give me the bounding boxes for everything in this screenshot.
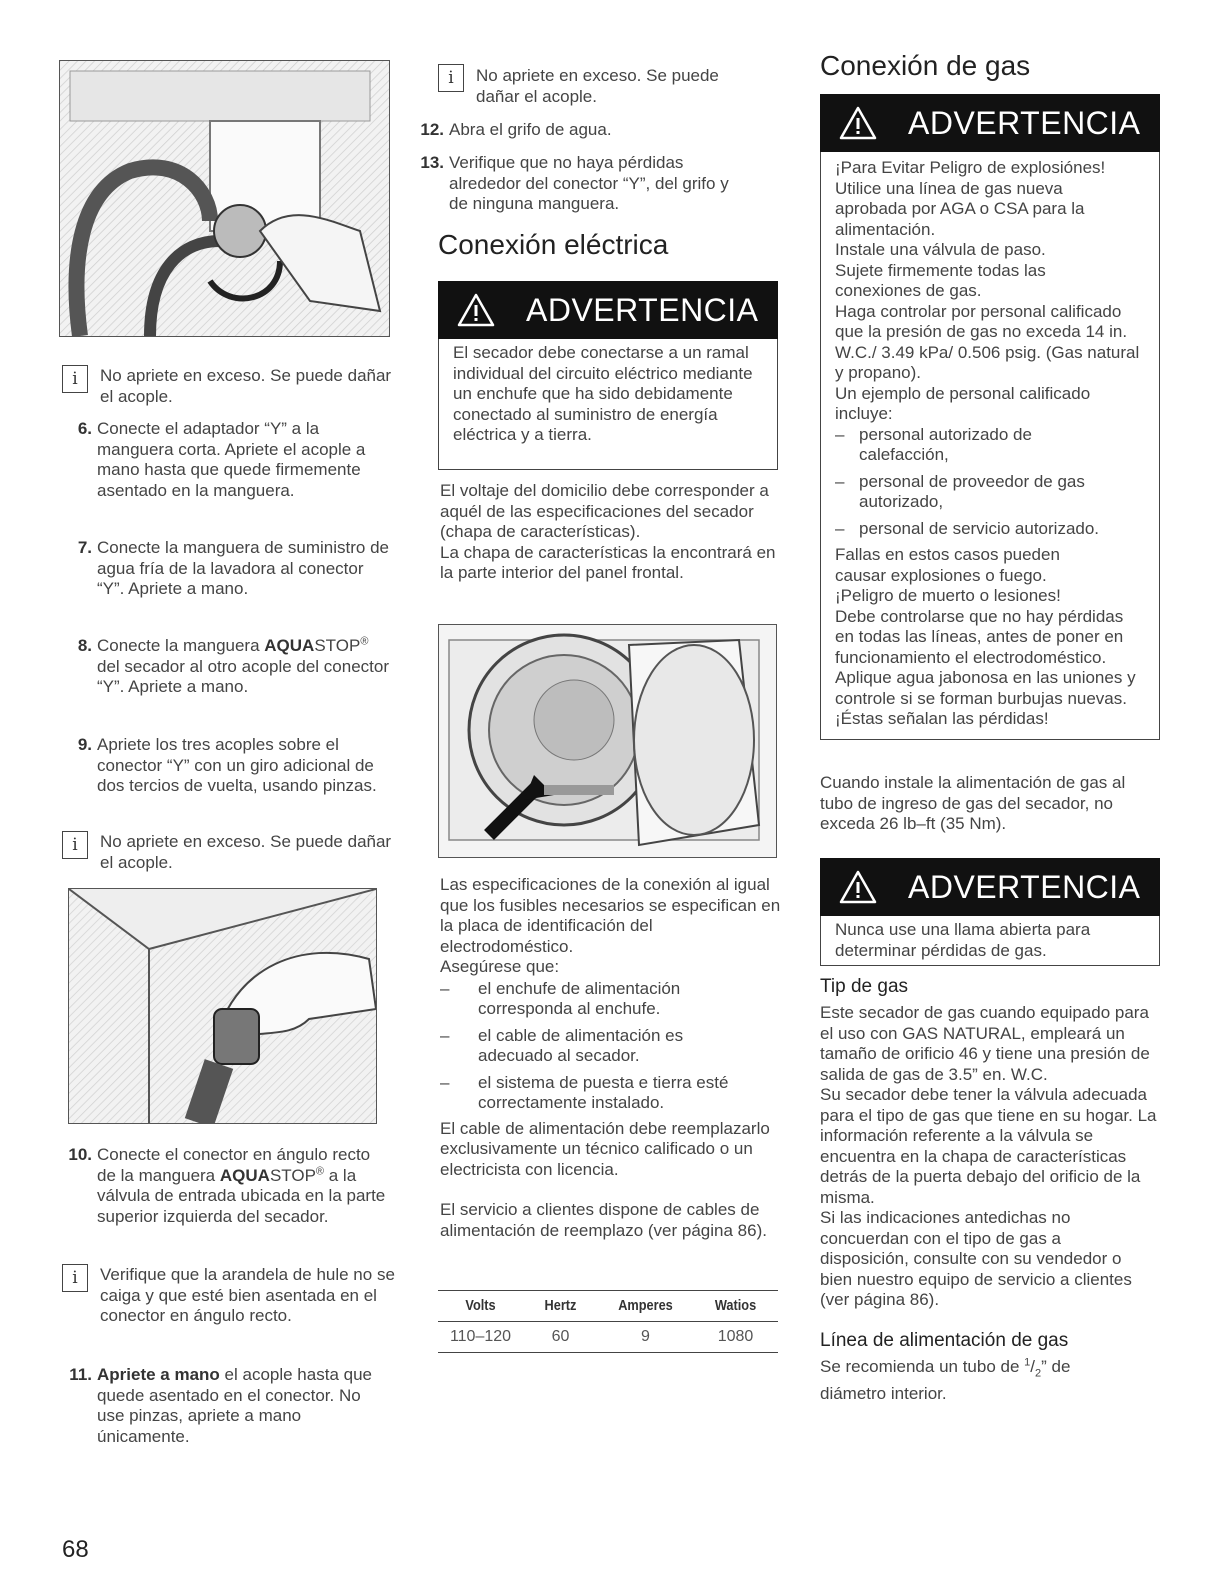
paragraph: La chapa de características la encontrará en la parte interior del panel frontal. <box>440 542 776 582</box>
table-header: Volts <box>444 1291 516 1322</box>
electrical-spec-table <box>438 1290 778 1353</box>
warning-line: Haga controlar por personal calificado que la presión de gas no exceda 14 in. W.C./ 3.49 kPa/ 0.506 psig. (Gas natural y propano). <box>835 301 1140 382</box>
step-text-bold: Apriete a mano <box>97 1365 220 1384</box>
bullet-text: el cable de alimentación es adecuado al secador. <box>478 1025 684 1065</box>
warning-line: ¡Peligro de muerto o lesiones! <box>835 586 1061 605</box>
bullet-dash: – <box>440 978 450 998</box>
bullet-item <box>835 519 1149 540</box>
section-heading-electrical: Conexión eléctrica <box>438 229 669 260</box>
step-text-post: a la válvula de entrada ubicada en la parte superior izquierda del secador. <box>97 1165 386 1226</box>
step-number: 13. <box>420 153 444 172</box>
info-note <box>62 365 392 407</box>
bullet-dash: – <box>835 471 845 491</box>
step-11 <box>66 1365 396 1447</box>
bullet-item <box>440 979 785 1020</box>
brand-aqua: AQUA <box>264 636 315 655</box>
warning-line: Utilice una línea de gas nueva aprobada por AGA o CSA para la alimentación. <box>835 178 1085 239</box>
info-note-text: No apriete en exceso. Se puede dañar el acople. <box>100 366 392 406</box>
brand-aqua: AQUA <box>219 1165 270 1185</box>
warning-line: Fallas en estos casos pueden causar explosiones o fuego. <box>835 545 1060 585</box>
bullet-text: personal de servicio autorizado. <box>859 518 1100 538</box>
paragraph: Este secador de gas cuando equipado para el uso con GAS NATURAL, empleará un tamaño de orificio 46 y tiene una presión de salida de gas de 3.5” en. W.C. <box>820 1003 1150 1084</box>
section-heading-gas: Conexión de gas <box>820 50 1031 81</box>
warning-text: Nunca use una llama abierta para determinar pérdidas de gas. <box>835 920 1091 960</box>
brand-stop: STOP <box>314 636 361 655</box>
bullet-item <box>440 1026 785 1067</box>
step-13 <box>418 153 778 215</box>
faucet-illustration <box>59 60 390 337</box>
paragraph: Se recomienda un tubo de $^1/_2$” de diámetro interior. <box>820 1356 1071 1403</box>
subheading-gas-tip: Tip de gas <box>820 976 909 997</box>
step-8 <box>66 636 396 698</box>
bullet-text: el sistema de puesta e tierra esté correctamente instalado. <box>478 1072 729 1112</box>
warning-line: Un ejemplo de personal calificado incluye: <box>835 383 1091 423</box>
paragraph: El servicio a clientes dispone de cables de alimentación de reemplazo (ver página 86). <box>440 1200 767 1240</box>
step-text: Conecte el adaptador “Y” a la manguera corta. Apriete el acople a mano hasta que quede firmemente asentado en la manguera. <box>97 419 366 500</box>
step-text-post: del secador al otro acople del conector “Y”. Apriete a mano. <box>97 656 390 696</box>
step-text <box>97 636 391 698</box>
step-text: Abra el grifo de agua. <box>449 120 612 139</box>
warning-title: ADVERTENCIA <box>908 868 1141 905</box>
info-note-text: No apriete en exceso. Se puede dañar el acople. <box>100 832 392 872</box>
step-number: 11. <box>69 1365 92 1384</box>
step-10 <box>66 1145 396 1227</box>
info-icon: i <box>62 1264 88 1292</box>
paragraph: Cuando instale la alimentación de gas al tubo de ingreso de gas del secador, no exceda 26 lb–ft (35 Nm). <box>820 773 1126 833</box>
warning-line: Instale una válvula de paso. <box>835 240 1046 259</box>
step-6 <box>66 419 396 501</box>
bullet-dash: – <box>440 1072 450 1092</box>
info-note <box>438 64 778 107</box>
warning-line: ¡Éstas señalan las pérdidas! <box>835 709 1049 728</box>
gas-tip-text <box>820 1003 1160 1311</box>
bullet-item <box>440 1073 785 1114</box>
bullet-dash: – <box>835 424 845 444</box>
dryer-connector-illustration <box>68 888 377 1124</box>
paragraph: Las especificaciones de la conexión al igual que los fusibles necesarios se especifican en la placa de identificación del electrodoméstico. <box>440 875 781 956</box>
warning-body <box>820 152 1160 740</box>
step-number: 6. <box>77 419 92 438</box>
info-note-text: Verifique que la arandela de hule no se caiga y que esté bien asentada en el conector en ángulo recto. <box>100 1265 395 1325</box>
page-number: 68 <box>62 1536 89 1563</box>
brand-stop: STOP <box>269 1165 316 1185</box>
step-text-pre: Conecte la manguera <box>97 636 265 655</box>
table-cell: 110–120 <box>438 1322 523 1353</box>
table-header: Watios <box>699 1291 771 1322</box>
electrical-text <box>440 481 785 584</box>
step-text: Verifique que no haya pérdidas alrededor del conector “Y”, del grifo y de ninguna manguera. <box>449 153 729 213</box>
bullet-dash: – <box>440 1025 450 1045</box>
step-9 <box>66 735 396 797</box>
warning-triangle-icon <box>838 869 878 905</box>
step-12 <box>418 120 778 141</box>
paragraph: El cable de alimentación debe reemplazarlo exclusivamente un técnico calificado o un electricista con licencia. <box>440 1118 770 1179</box>
warning-triangle-icon <box>456 292 496 328</box>
bullet-text: el enchufe de alimentación corresponda al enchufe. <box>478 978 681 1018</box>
table-header-row <box>438 1291 778 1322</box>
table-header: Amperes <box>605 1291 686 1322</box>
warning-body <box>820 916 1160 966</box>
step-number: 12. <box>420 120 444 139</box>
warning-line: ¡Para Evitar Peligro de explosiónes! <box>835 158 1106 177</box>
warning-banner <box>820 858 1160 916</box>
step-number: 10. <box>68 1145 92 1164</box>
table-cell: 9 <box>598 1322 693 1353</box>
step-7 <box>66 538 396 600</box>
table-row <box>438 1322 778 1353</box>
paragraph: Asegúrese que: <box>440 957 560 976</box>
step-text: Apriete los tres acoples sobre el conector “Y” con un giro adicional de dos tercios de vuelta, usando pinzas. <box>97 735 377 795</box>
paragraph: Su secador debe tener la válvula adecuada para el tipo de gas que tiene en su hogar. La información referente a la válvula se encuentra en la chapa de características detrás de la puerta debajo del orificio de la misma. <box>820 1085 1157 1207</box>
step-number: 9. <box>77 735 92 754</box>
bullet-item <box>835 472 1149 513</box>
step-text <box>97 1145 391 1227</box>
rating-plate-illustration <box>438 624 777 858</box>
fraction-post: ” de diámetro interior. <box>820 1357 1071 1403</box>
table-header: Hertz <box>529 1291 593 1322</box>
step-text: Conecte la manguera de suministro de agua fría de la lavadora al conector “Y”. Apriete a mano. <box>97 538 389 598</box>
registered-mark: ® <box>360 635 369 648</box>
warning-title: ADVERTENCIA <box>908 104 1141 141</box>
table-cell: 1080 <box>693 1322 778 1353</box>
info-icon: i <box>62 365 88 393</box>
warning-body <box>438 339 778 470</box>
step-number: 8. <box>77 636 92 655</box>
fraction-denominator: 2 <box>1035 1367 1042 1380</box>
info-note <box>62 831 392 873</box>
electrical-text-2 <box>440 875 785 1241</box>
info-note <box>62 1264 402 1327</box>
warning-line: Sujete firmemente todas las conexiones de gas. <box>835 260 1046 300</box>
step-text-rest: el acople hasta que quede asentado en el conector. No use pinzas, apriete a mano únicamente. <box>97 1365 372 1446</box>
warning-line: Debe controlarse que no hay pérdidas en todas las líneas, antes de poner en funcionamiento el electrodoméstico. Aplique agua jabonosa en las uniones y controle si se forman burbujas nuevas. <box>835 606 1136 708</box>
registered-mark: ® <box>315 1164 325 1177</box>
warning-banner <box>820 94 1160 152</box>
step-text-pre: Conecte el conector en ángulo recto de la manguera <box>97 1145 371 1185</box>
warning-title: ADVERTENCIA <box>526 291 759 328</box>
warning-banner <box>438 281 778 339</box>
step-number: 7. <box>77 538 92 557</box>
info-icon: i <box>62 831 88 859</box>
bullet-text: personal de proveedor de gas autorizado, <box>859 471 1085 511</box>
warning-text: El secador debe conectarse a un ramal individual del circuito eléctrico mediante un enchufe que ha sido debidamente conectado al suministro de energía eléctrica y a tierra. <box>453 343 753 444</box>
fraction-pre: Se recomienda un tubo de <box>820 1357 1025 1376</box>
bullet-item <box>835 425 1149 466</box>
warning-triangle-icon <box>838 105 878 141</box>
bullet-dash: – <box>835 518 845 538</box>
info-note-text: No apriete en exceso. Se puede dañar el acople. <box>476 66 719 106</box>
table-cell: 60 <box>523 1322 598 1353</box>
info-icon: i <box>438 64 464 92</box>
bullet-text: personal autorizado de calefacción, <box>859 424 1032 464</box>
fraction-numerator: 1 <box>1024 1356 1031 1369</box>
subheading-gas-line: Línea de alimentación de gas <box>820 1330 1069 1351</box>
paragraph: El voltaje del domicilio debe corresponder a aquél de las especificaciones del secador (chapa de características). <box>440 481 769 541</box>
paragraph: Si las indicaciones antedichas no concuerdan con el tipo de gas a disposición, consulte con su vendedor o bien nuestro equipo de servicio a clientes (ver página 86). <box>820 1208 1132 1309</box>
step-text <box>97 1365 391 1447</box>
